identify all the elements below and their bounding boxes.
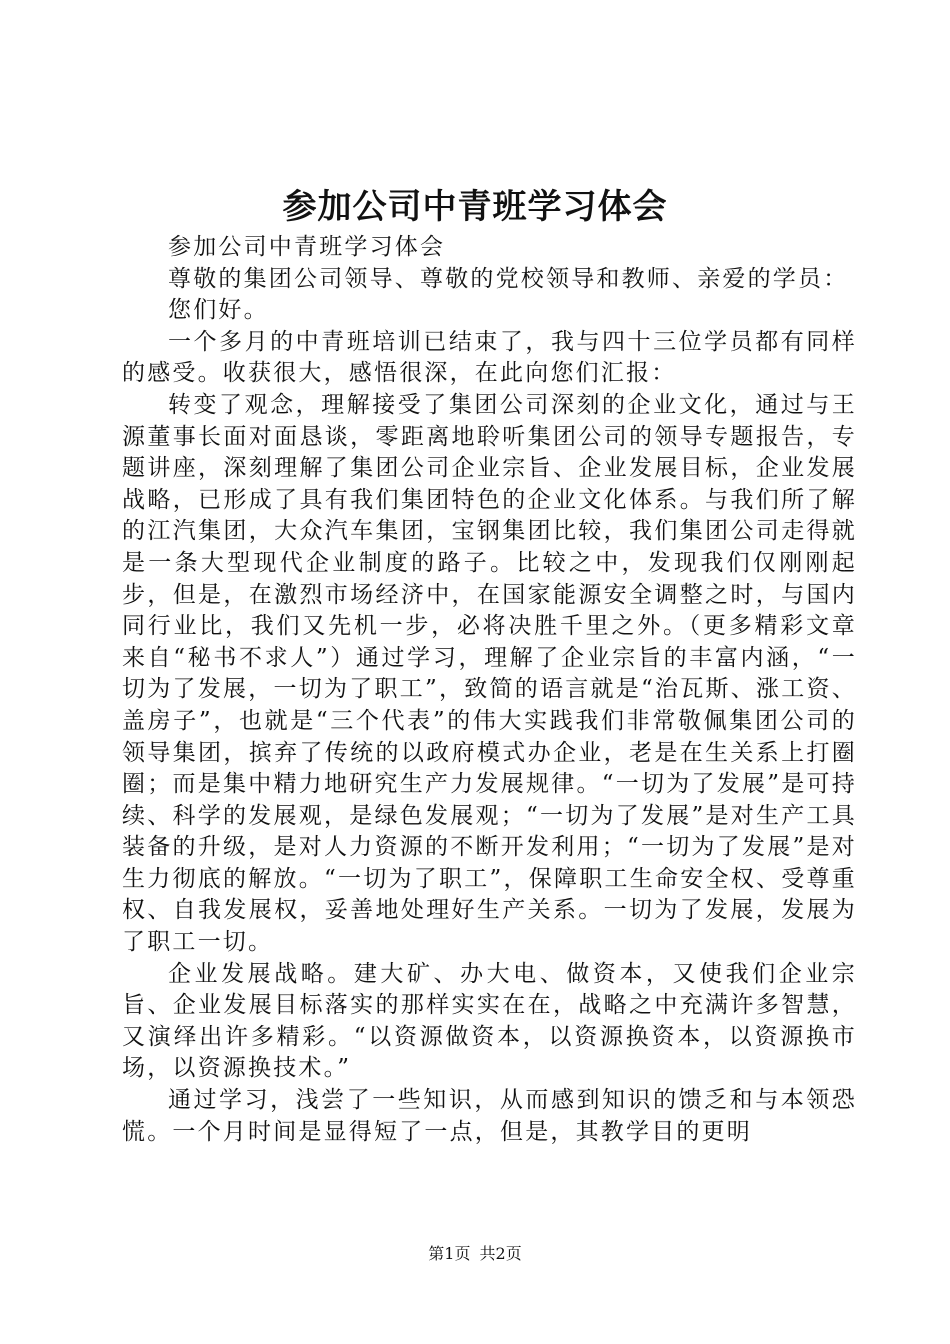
page-number: 第1页 [428, 1244, 471, 1263]
paragraph-salutation: 尊敬的集团公司领导、尊敬的党校领导和教师、亲爱的学员： [168, 265, 849, 292]
page-total: 共2页 [479, 1244, 522, 1263]
paragraph-intro: 一个多月的中青班培训已结束了，我与四十三位学员都有同样的感受。收获很大，感悟很深，在此向您们汇报： [122, 328, 857, 387]
paragraph-strategy: 企业发展战略。建大矿、办大电、做资本，又使我们企业宗旨、企业发展目标落实的那样实实在在，战略之中充满许多智慧，又演绎出许多精彩。“以资源做资本，以资源换资本，以资源换市场，以资源换技术。” [122, 960, 857, 1082]
page-footer [0, 1242, 950, 1266]
paragraph-heading-repeat: 参加公司中青班学习体会 [168, 234, 446, 260]
paragraph-learning: 通过学习，浅尝了一些知识，从而感到知识的馈乏和与本领恐慌。一个月时间是显得短了一点，但是，其教学目的更明 [122, 1087, 857, 1145]
paragraph-culture: 转变了观念，理解接受了集团公司深刻的企业文化，通过与王源董事长面对面恳谈，零距离地聆听集团公司的领导专题报告，专题讲座，深刻理解了集团公司企业宗旨、企业发展目标，企业发展战略，已形成了具有我们集团特色的企业文化体系。与我们所了解的江汽集团，大众汽车集团，宝钢集团比较，我们集团公司走得就是一条大型现代企业制度的路子。比较之中，发现我们仅刚刚起步，但是，在激烈市场经济中，在国家能源安全调整之时，与国内同行业比，我们又先机一步，必将决胜千里之外。（更多精彩文章来自“秘书不求人”）通过学习，理解了企业宗旨的丰富内涵，“一切为了发展，一切为了职工”，致简的语言就是“治瓦斯、涨工资、盖房子”，也就是“三个代表”的伟大实践我们非常敬佩集团公司的领导集团，摈弃了传统的以政府模式办企业，老是在生关系上打圈圈；而是集中精力地研究生产力发展规律。“一切为了发展”是可持续、科学的发展观，是绿色发展观；“一切为了发展”是对生产工具装备的升级，是对人力资源的不断开发利用；“一切为了发展”是对生力彻底的解放。“一切为了职工”，保障职工生命安全权、受尊重权、自我发展权，妥善地处理好生产关系。一切为了发展，发展为了职工一切。 [122, 391, 857, 956]
paragraph-greeting: 您们好。 [168, 297, 269, 324]
document-title: 参加公司中青班学习体会 [282, 187, 668, 227]
document-body [122, 232, 857, 1148]
